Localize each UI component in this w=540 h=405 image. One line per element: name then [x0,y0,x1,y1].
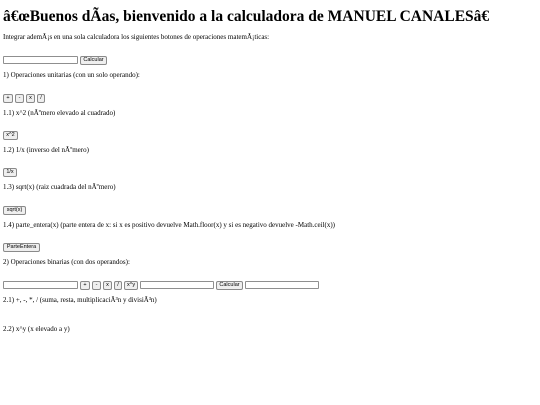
item-1-3-text: 1.3) sqrt(x) (raiz cuadrada del nÃºmero) [3,183,116,191]
page-title: â€œBuenos dÃas, bienvenido a la calculadora de MANUEL CANALESâ€ [3,8,490,25]
intro-text: Integrar ademÃ¡s en una sola calculadora los siguientes botones de operaciones matemÃ¡ticas: [3,33,270,41]
binary-power-button[interactable]: x^y [124,281,138,290]
binary-times-button[interactable]: x [103,281,112,290]
unary-plus-button[interactable]: + [3,94,13,103]
item-1-2-text: 1.2) 1/x (inverso del nÃºmero) [3,146,89,154]
item-2-2-text: 2.2) x^y (x elevado a y) [3,325,70,333]
unary-minus-button[interactable]: - [15,94,24,103]
unary-divide-button[interactable]: / [37,94,45,103]
binary-minus-button[interactable]: - [92,281,101,290]
top-operand-input[interactable] [3,56,78,64]
sqrt-button[interactable]: sqrt(x) [3,206,26,215]
parte-entera-button[interactable]: ParteEntera [3,243,40,252]
unary-times-button[interactable]: x [26,94,35,103]
binary-plus-button[interactable]: + [80,281,90,290]
binary-operand-b-input[interactable] [140,281,214,289]
item-1-1-text: 1.1) x^2 (nÃºmero elevado al cuadrado) [3,109,116,117]
binary-section-heading: 2) Operaciones binarias (con dos operandos): [3,258,130,266]
binary-calcular-button[interactable]: Calcular [216,281,243,290]
square-button[interactable]: x^2 [3,131,18,140]
binary-operand-a-input[interactable] [3,281,78,289]
binary-divide-button[interactable]: / [114,281,122,290]
binary-result-field[interactable] [245,281,319,289]
item-1-4-text: 1.4) parte_entera(x) (parte entera de x: si x es positivo devuelve Math.floor(x) y si es negativo devuelve -Math.ceil(x)) [3,221,335,229]
unary-section-heading: 1) Operaciones unitarias (con un solo operando): [3,71,140,79]
inverse-button[interactable]: 1/x [3,168,17,177]
top-calcular-button[interactable]: Calcular [80,56,107,65]
item-2-1-text: 2.1) +, -, *, / (suma, resta, multiplicaciÃ³n y divisiÃ³n) [3,296,157,304]
